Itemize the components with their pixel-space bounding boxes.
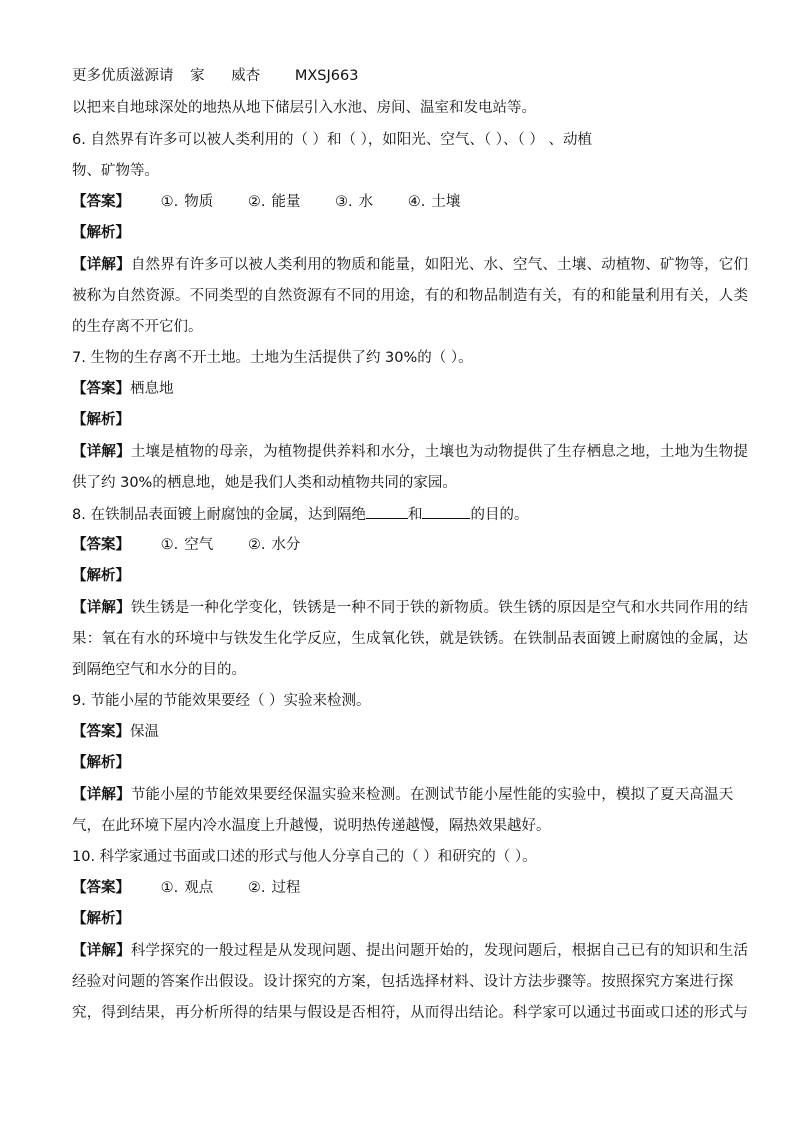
q9-detail-line-1: 【详解】节能小屋的节能效果要经保温实验来检测。在测试节能小屋性能的实验中，模拟了夏天高温天	[72, 787, 734, 803]
q6-analysis-label: 【解析】	[72, 225, 130, 241]
q8-option-1: ①. 空气	[160, 537, 214, 553]
header-watermark	[72, 66, 358, 86]
header-part-4: MXSJ663	[294, 68, 359, 84]
intro-line: 以把来自地球深处的地热从地下储层引入水池、房间、温室和发电站等。	[72, 100, 536, 116]
q9-line-1: 9. 节能小屋的节能效果要经（ ）实验来检测。	[72, 693, 371, 709]
q6-option-4: ④. 土壤	[407, 194, 461, 210]
q9-detail-line-2: 气，在此环境下屋内冷水温度上升越慢，说明热传递越慢，隔热效果越好。	[72, 818, 551, 834]
q7-detail-line-1: 【详解】土壤是植物的母亲，为植物提供养料和水分，土壤也为动物提供了生存栖息之地，土地为生物提	[72, 444, 749, 460]
q6-option-3: ③. 水	[335, 194, 374, 210]
q10-line-1: 10. 科学家通过书面或口述的形式与他人分享自己的（ ）和研究的（ ）。	[72, 849, 537, 865]
q8-option-2: ②. 水分	[247, 537, 301, 553]
q10-answer-row	[72, 878, 300, 898]
q9-answer-row	[72, 722, 159, 742]
q7-answer-row	[72, 379, 174, 399]
q8-line-1: 8. 在铁制品表面镀上耐腐蚀的金属，达到隔绝 和 的目的。	[72, 504, 528, 525]
q6-answer-row	[72, 192, 460, 212]
q10-option-2: ②. 过程	[247, 880, 301, 896]
q7-answer: 栖息地	[130, 381, 174, 397]
q8-answer-row	[72, 535, 300, 555]
answer-label: 【答案】	[72, 724, 130, 740]
q6-detail-line-3: 的生存离不开它们。	[72, 319, 203, 335]
fill-blank	[366, 504, 408, 519]
q8-detail-line-1: 【详解】铁生锈是一种化学变化，铁锈是一种不同于铁的新物质。铁生锈的原因是空气和水共同作用的结	[72, 600, 749, 616]
q6-detail-line-2: 被称为自然资源。不同类型的自然资源有不同的用途，有的和物品制造有关，有的和能量利用有关，人类	[72, 288, 749, 304]
q10-detail-line-3: 究，得到结果，再分析所得的结果与假设是否相符，从而得出结论。科学家可以通过书面或口述的形式与	[72, 1005, 749, 1021]
answer-label: 【答案】	[72, 537, 130, 553]
fill-blank	[422, 504, 470, 519]
header-part-3: 威杏	[231, 68, 261, 84]
answer-label: 【答案】	[72, 880, 130, 896]
answer-label: 【答案】	[72, 194, 130, 210]
q10-detail-line-2: 经验对问题的答案作出假设。设计探究的方案，包括选择材料、设计方法步骤等。按照探究方案进行探	[72, 974, 734, 990]
q9-answer: 保温	[130, 724, 159, 740]
header-part-2: 家	[190, 68, 205, 84]
q10-option-1: ①. 观点	[160, 880, 214, 896]
q7-analysis-label: 【解析】	[72, 412, 130, 428]
q8-detail-line-3: 到隔绝空气和水分的目的。	[72, 662, 246, 678]
q7-line-1: 7. 生物的生存离不开土地。土地为生活提供了约 30%的（ ）。	[72, 350, 473, 366]
answer-label: 【答案】	[72, 381, 130, 397]
q6-line-1: 6. 自然界有许多可以被人类利用的（ ）和（ ），如阳光、空气、（ ）、（ ） 、动植	[72, 132, 592, 148]
q9-analysis-label: 【解析】	[72, 755, 130, 771]
q8-analysis-label: 【解析】	[72, 568, 130, 584]
q10-detail-line-1: 【详解】科学探究的一般过程是从发现问题、提出问题开始的，发现问题后，根据自己已有的知识和生活	[72, 943, 749, 959]
q6-detail-line-1: 【详解】自然界有许多可以被人类利用的物质和能量，如阳光、水、空气、土壤、动植物、矿物等，它们	[72, 257, 749, 273]
q6-option-2: ②. 能量	[247, 194, 301, 210]
q8-detail-line-2: 果：氧在有水的环境中与铁发生化学反应，生成氧化铁，就是铁锈。在铁制品表面镀上耐腐蚀的金属，达	[72, 631, 749, 647]
q6-line-2: 物、矿物等。	[72, 163, 159, 179]
q7-detail-line-2: 供了约 30%的栖息地，她是我们人类和动植物共同的家园。	[72, 475, 457, 491]
q6-option-1: ①. 物质	[160, 194, 214, 210]
header-part-1: 更多优质滋源请	[72, 68, 174, 84]
q10-analysis-label: 【解析】	[72, 911, 130, 927]
